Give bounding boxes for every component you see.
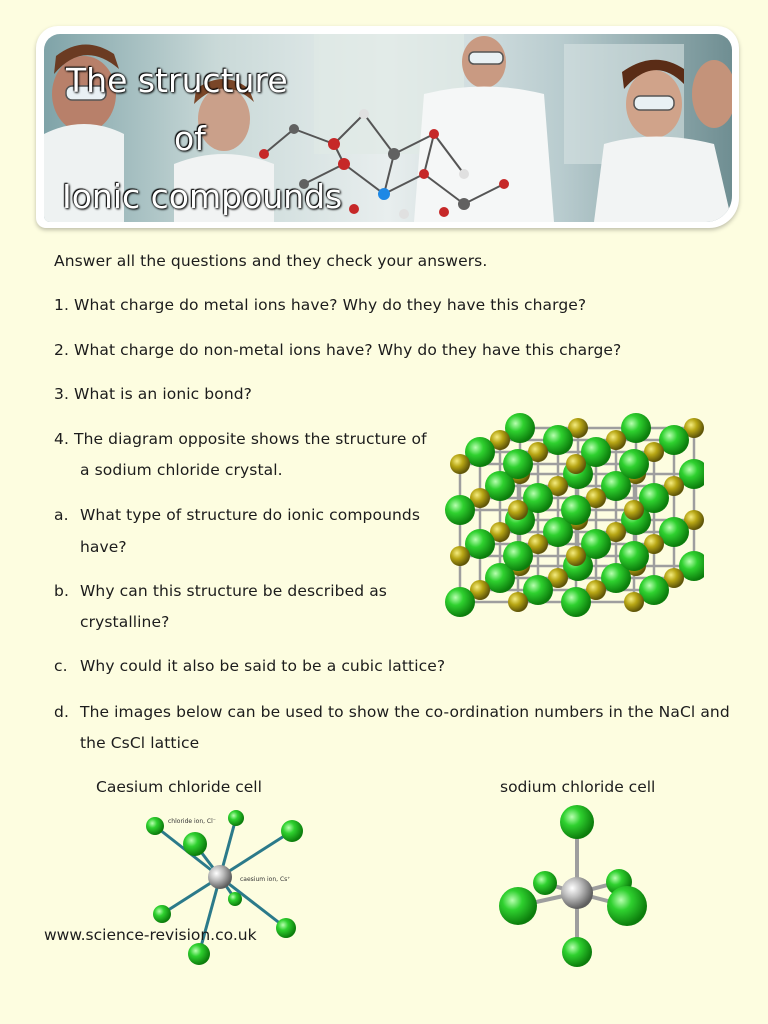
question-4-line-1: 4. The diagram opposite shows the structure of <box>54 430 427 448</box>
sodium-ion <box>624 500 644 520</box>
chloride-ion <box>228 810 244 826</box>
chloride-ion <box>562 937 592 967</box>
question-c-line-1: Why could it also be said to be a cubic lattice? <box>80 657 446 675</box>
chloride-ion <box>619 449 649 479</box>
nacl-cell-diagram <box>494 800 654 974</box>
question-1: 1. What charge do metal ions have? Why do they have this charge? <box>54 296 587 314</box>
chloride-ion <box>619 541 649 571</box>
question-3: 3. What is an ionic bond? <box>54 385 253 403</box>
question-a-label: a. <box>54 506 69 524</box>
caesium-ion <box>208 865 232 889</box>
banner-image <box>44 34 732 222</box>
chloride-ion <box>281 820 303 842</box>
chloride-ion <box>445 587 475 617</box>
chloride-ion <box>503 449 533 479</box>
title-line-1: The structure <box>66 61 288 100</box>
chloride-ion <box>276 918 296 938</box>
chloride-ion <box>188 943 210 965</box>
question-b-line-1: Why can this structure be described as <box>80 582 387 600</box>
question-b-line-2: crystalline? <box>80 613 170 631</box>
chloride-ion <box>560 805 594 839</box>
sodium-ion <box>508 500 528 520</box>
sodium-ion <box>450 546 470 566</box>
sodium-ion <box>508 592 528 612</box>
nacl-caption: sodium chloride cell <box>500 778 656 796</box>
chloride-ion <box>607 886 647 926</box>
title-line-3: Ionic compounds <box>62 177 343 216</box>
title-line-2: of <box>174 119 206 158</box>
question-4-line-2: a sodium chloride crystal. <box>80 461 283 479</box>
question-b-label: b. <box>54 582 69 600</box>
sodium-ion <box>624 592 644 612</box>
caesium-ion-label: caesium ion, Cs⁺ <box>240 876 291 883</box>
sodium-ion <box>566 546 586 566</box>
question-d-label: d. <box>54 703 69 721</box>
sodium-ion <box>566 454 586 474</box>
question-2: 2. What charge do non-metal ions have? Why do they have this charge? <box>54 341 622 359</box>
cscl-cell-diagram <box>140 804 310 970</box>
nacl-lattice-diagram <box>442 402 704 624</box>
question-a-line-2: have? <box>80 538 127 556</box>
chloride-ion-label: chloride ion, Cl⁻ <box>168 818 216 825</box>
cscl-caption: Caesium chloride cell <box>96 778 262 796</box>
question-d-line-1: The images below can be used to show the co-ordination numbers in the NaCl and <box>80 703 730 721</box>
chloride-ion <box>153 905 171 923</box>
chloride-ion <box>503 541 533 571</box>
chloride-ion <box>561 587 591 617</box>
question-a-line-1: What type of structure do ionic compounds <box>80 506 421 524</box>
website-url: www.science-revision.co.uk <box>44 926 257 944</box>
sodium-ion <box>561 877 593 909</box>
chloride-ion <box>228 892 242 906</box>
chloride-ion <box>183 832 207 856</box>
question-c-label: c. <box>54 657 68 675</box>
instructions: Answer all the questions and they check your answers. <box>54 252 488 270</box>
chloride-ion <box>146 817 164 835</box>
sodium-ion <box>450 454 470 474</box>
chloride-ion <box>499 887 537 925</box>
chloride-ion <box>561 495 591 525</box>
header-banner <box>36 26 739 228</box>
chloride-ion <box>445 495 475 525</box>
question-d-line-2: the CsCl lattice <box>80 734 200 752</box>
chloride-ion <box>533 871 557 895</box>
worksheet-title <box>62 52 342 222</box>
